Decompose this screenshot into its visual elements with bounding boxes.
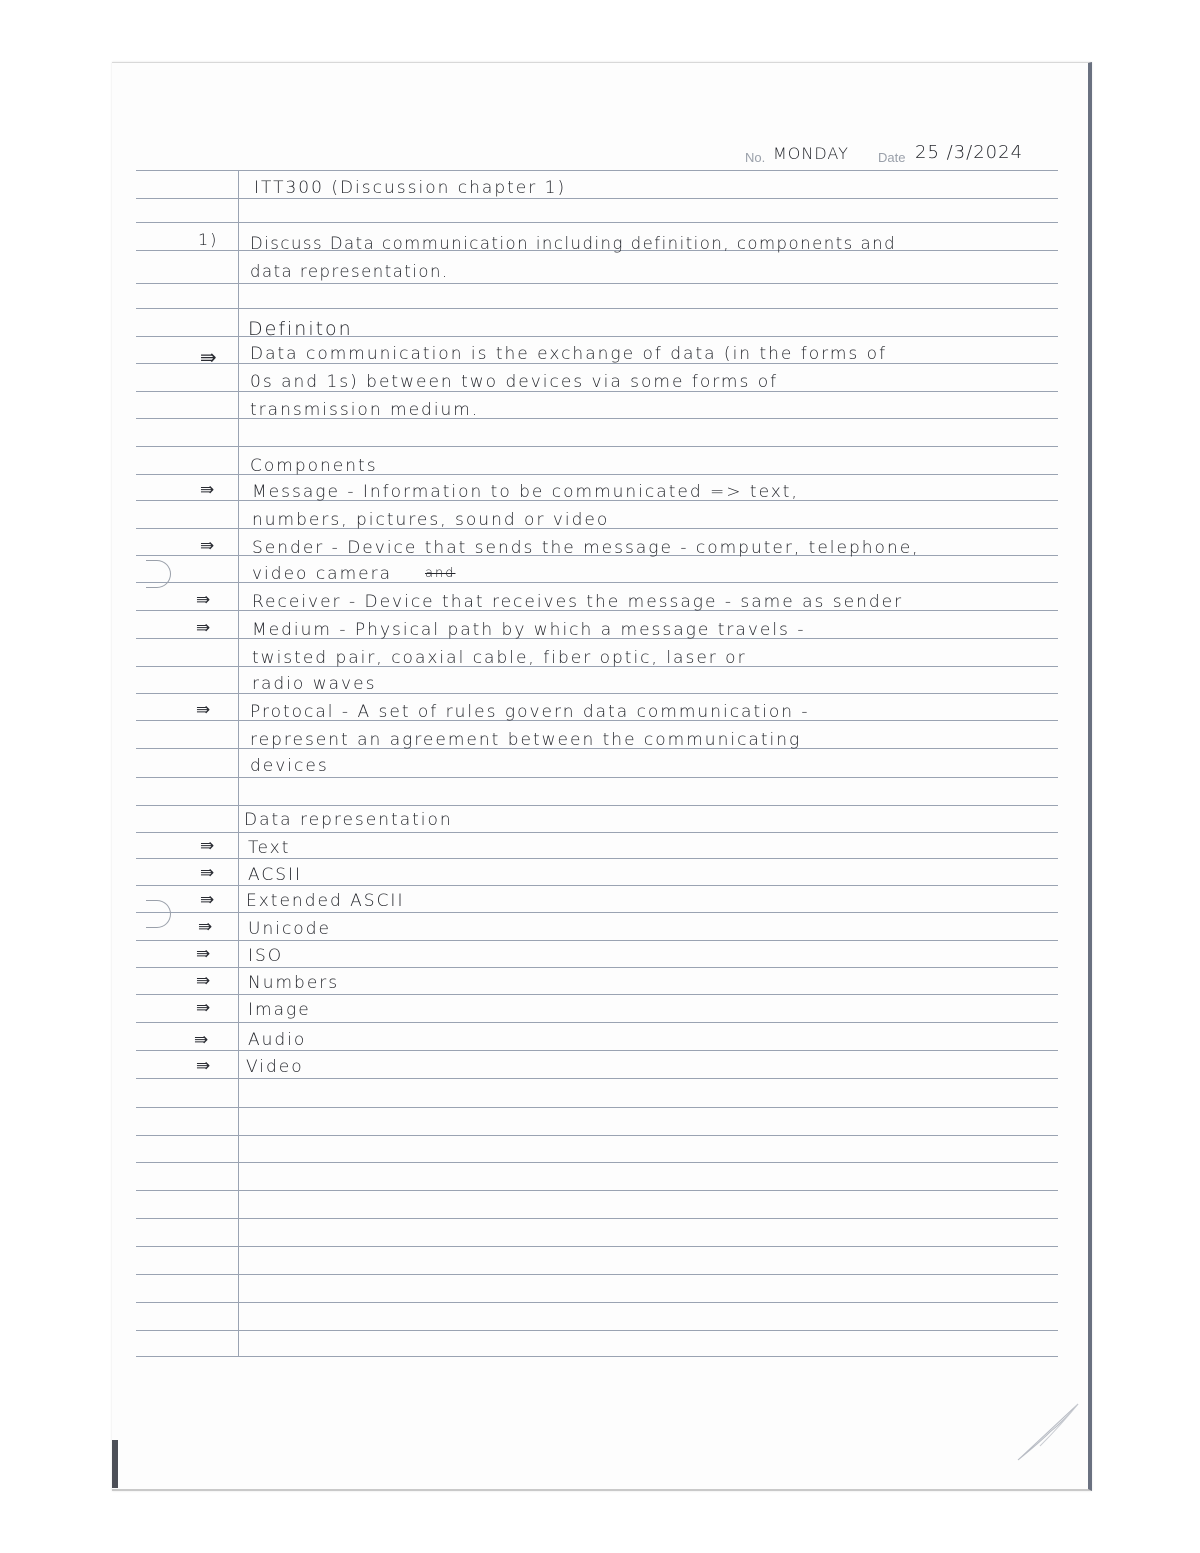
question-line-1: Discuss Data communication including definition, components and bbox=[250, 234, 897, 253]
component-protocol-line-1: Protocal - A set of rules govern data communication - bbox=[250, 702, 810, 722]
no-label: No. bbox=[745, 150, 766, 165]
rep-item-iso: ISO bbox=[248, 946, 284, 966]
definition-line-1: Data communication is the exchange of data (in the forms of bbox=[250, 344, 888, 364]
component-protocol-line-3: devices bbox=[250, 756, 329, 776]
ruled-line bbox=[136, 1050, 1058, 1051]
ruled-line bbox=[136, 940, 1058, 941]
ruled-line bbox=[136, 777, 1058, 778]
question-line-2: data representation. bbox=[250, 262, 449, 281]
page-edge-shadow bbox=[112, 1440, 118, 1488]
ruled-line bbox=[136, 170, 1058, 171]
component-protocol-line-2: represent an agreement between the communicating bbox=[250, 730, 802, 750]
arrow-icon: ⇛ bbox=[200, 480, 215, 500]
arrow-icon: ⇛ bbox=[200, 863, 215, 883]
component-sender-line-2: video camera bbox=[252, 564, 393, 584]
arrow-icon: ⇛ bbox=[196, 700, 211, 720]
arrow-icon: ⇛ bbox=[196, 590, 211, 610]
ruled-line bbox=[136, 885, 1058, 886]
definition-heading: Definiton bbox=[248, 318, 353, 340]
arrow-icon: ⇛ bbox=[196, 998, 211, 1018]
definition-line-3: transmission medium. bbox=[250, 400, 480, 420]
component-receiver-line-1: Receiver - Device that receives the message - same as sender bbox=[252, 592, 904, 612]
ruled-line bbox=[136, 1246, 1058, 1247]
ruled-line bbox=[136, 1135, 1058, 1136]
rep-item-extended-ascii: Extended ASCII bbox=[246, 891, 405, 911]
arrow-icon: ⇛ bbox=[196, 971, 211, 991]
rep-item-unicode: Unicode bbox=[248, 919, 331, 939]
ruled-line bbox=[136, 1190, 1058, 1191]
ruled-line bbox=[136, 832, 1058, 833]
ruled-line bbox=[136, 1218, 1058, 1219]
page-fold-icon bbox=[1010, 1402, 1080, 1464]
no-value: MONDAY bbox=[773, 144, 849, 163]
component-medium-line-1: Medium - Physical path by which a message travels - bbox=[252, 620, 806, 640]
component-medium-line-3: radio waves bbox=[252, 674, 377, 694]
ruled-line bbox=[136, 1356, 1058, 1357]
page-title: ITT300 (Discussion chapter 1) bbox=[254, 178, 567, 198]
question-number: 1) bbox=[198, 230, 219, 249]
data-representation-heading: Data representation bbox=[244, 810, 453, 830]
arrow-icon: ⇛ bbox=[200, 836, 215, 856]
rep-item-ascii: ACSII bbox=[248, 865, 303, 885]
ruled-line bbox=[136, 912, 1058, 913]
ruled-line bbox=[136, 1022, 1058, 1023]
rep-item-video: Video bbox=[246, 1057, 304, 1077]
rep-item-image: Image bbox=[248, 1000, 311, 1020]
arrow-icon: ⇛ bbox=[200, 890, 215, 910]
rep-item-text: Text bbox=[248, 838, 291, 858]
ruled-line bbox=[136, 967, 1058, 968]
arrow-icon: ⇛ bbox=[200, 345, 217, 369]
date-value: 25 /3/2024 bbox=[915, 142, 1024, 163]
ruled-line bbox=[136, 1107, 1058, 1108]
arrow-icon: ⇛ bbox=[196, 944, 211, 964]
ruled-line bbox=[136, 446, 1058, 447]
arrow-icon: ⇛ bbox=[196, 618, 211, 638]
rep-item-numbers: Numbers bbox=[248, 973, 340, 993]
ruled-line bbox=[136, 308, 1058, 309]
ruled-line bbox=[136, 283, 1058, 284]
arrow-icon: ⇛ bbox=[194, 1030, 209, 1050]
ruled-line bbox=[136, 858, 1058, 859]
component-medium-line-2: twisted pair, coaxial cable, fiber optic, laser or bbox=[252, 648, 747, 668]
ruled-line bbox=[136, 1330, 1058, 1331]
arrow-icon: ⇛ bbox=[196, 1056, 211, 1076]
ruled-line bbox=[136, 805, 1058, 806]
margin-line bbox=[238, 170, 239, 1356]
ruled-line bbox=[136, 198, 1058, 199]
definition-line-2: 0s and 1s) between two devices via some forms of bbox=[250, 372, 779, 392]
component-message-line-2: numbers, pictures, sound or video bbox=[252, 510, 610, 530]
ruled-line bbox=[136, 1302, 1058, 1303]
arrow-icon: ⇛ bbox=[200, 536, 215, 556]
ruled-line bbox=[136, 1162, 1058, 1163]
ruled-line bbox=[136, 222, 1058, 223]
rep-item-audio: Audio bbox=[248, 1030, 307, 1050]
ruled-line bbox=[136, 994, 1058, 995]
ruled-line bbox=[136, 1078, 1058, 1079]
ruled-line bbox=[136, 1274, 1058, 1275]
components-heading: Components bbox=[250, 456, 378, 476]
arrow-icon: ⇛ bbox=[198, 917, 213, 937]
component-message-line-1: Message - Information to be communicated => text, bbox=[252, 482, 799, 502]
date-label: Date bbox=[878, 150, 906, 165]
component-sender-line-1: Sender - Device that sends the message - computer, telephone, bbox=[252, 538, 920, 558]
struck-word: and bbox=[425, 566, 456, 581]
